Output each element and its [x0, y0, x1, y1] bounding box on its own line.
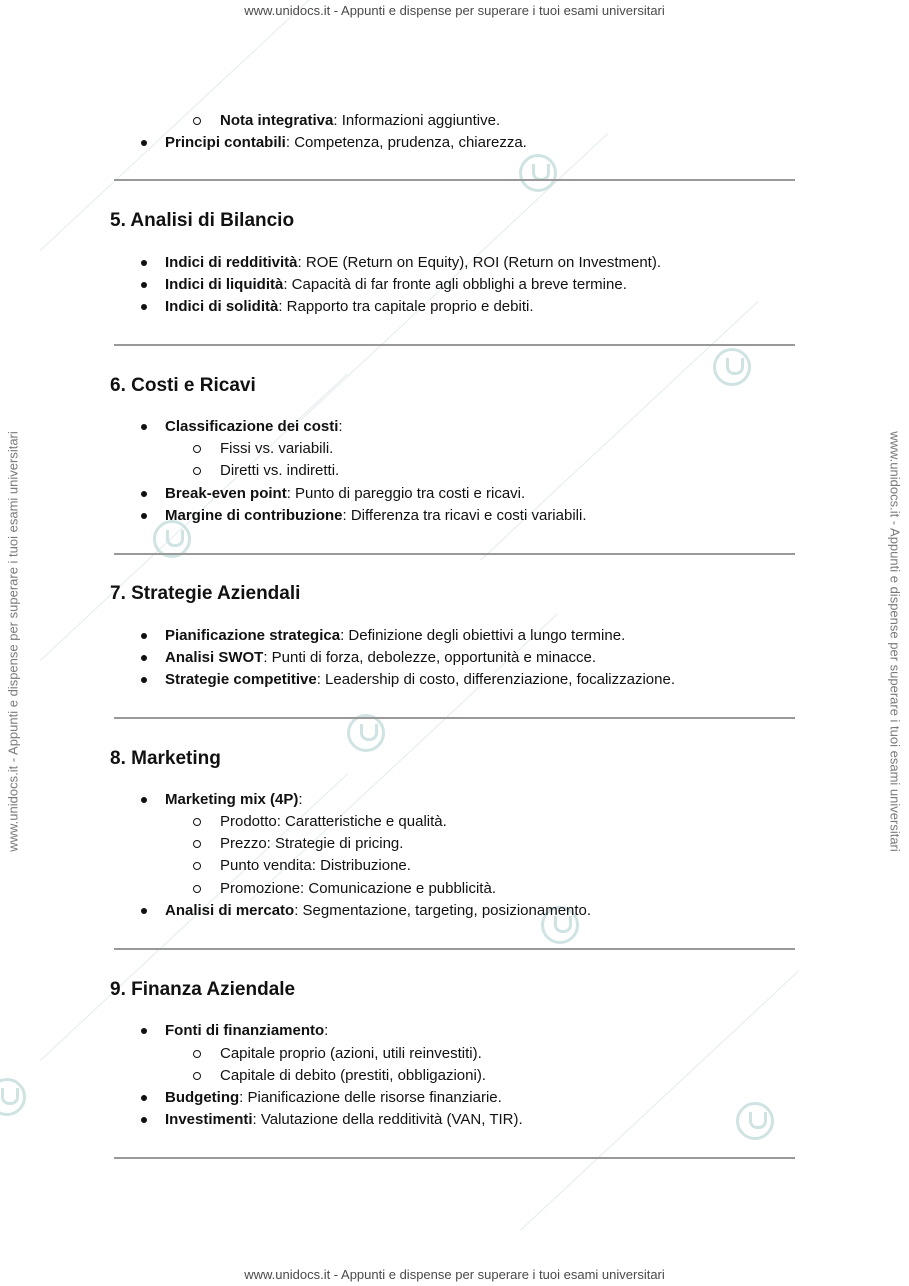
list-item-text: : Leadership di costo, differenziazione, focalizzazione.	[316, 671, 675, 688]
bullet-icon	[141, 908, 147, 914]
list-item-text: Prezzo: Strategie di pricing.	[220, 835, 404, 852]
watermark-logo-icon	[713, 348, 751, 386]
list-item	[165, 1089, 502, 1107]
hollow-bullet-icon	[193, 117, 201, 125]
list-item-term: Margine di contribuzione	[165, 507, 343, 524]
list-item-term: Strategie competitive	[165, 671, 317, 688]
sub-list-item	[220, 1067, 486, 1085]
section-heading: 6. Costi e Ricavi	[110, 375, 256, 396]
section-divider	[114, 717, 795, 719]
bullet-icon	[141, 491, 147, 497]
list-item	[165, 276, 627, 294]
list-item-term: Analisi SWOT	[165, 649, 264, 666]
list-item-text: : Differenza tra ricavi e costi variabili.	[342, 507, 587, 524]
hollow-bullet-icon	[193, 467, 201, 475]
list-item-term: Marketing mix (4P)	[165, 791, 299, 808]
list-item-term: Investimenti	[165, 1111, 253, 1128]
list-item-term: Pianificazione strategica	[165, 627, 341, 644]
list-item-term: Budgeting	[165, 1089, 240, 1106]
list-item-text: Promozione: Comunicazione e pubblicità.	[220, 880, 496, 897]
list-item-text: Capitale di debito (prestiti, obbligazioni).	[220, 1067, 486, 1084]
list-item-term: Nota integrativa	[220, 112, 334, 129]
bullet-icon	[141, 513, 147, 519]
bullet-icon	[141, 1095, 147, 1101]
list-item-text: : Pianificazione delle risorse finanziarie.	[239, 1089, 502, 1106]
list-item-term: Principi contabili	[165, 134, 286, 151]
sub-list-item	[220, 813, 447, 831]
section-divider	[114, 553, 795, 555]
list-item-text: : Rapporto tra capitale proprio e debiti.	[278, 298, 534, 315]
watermark-footer: www.unidocs.it - Appunti e dispense per superare i tuoi esami universitari	[244, 1267, 665, 1282]
section-divider	[114, 179, 795, 181]
list-item-text: :	[338, 418, 343, 435]
bullet-icon	[141, 282, 147, 288]
bullet-icon	[141, 633, 147, 639]
list-item	[165, 134, 527, 152]
list-item-term: Indici di solidità	[165, 298, 279, 315]
watermark-header: www.unidocs.it - Appunti e dispense per superare i tuoi esami universitari	[244, 3, 665, 18]
list-item-term: Analisi di mercato	[165, 902, 295, 919]
section-divider	[114, 1157, 795, 1159]
watermark-logo-icon	[347, 714, 385, 752]
bullet-icon	[141, 1117, 147, 1123]
sub-list-item	[220, 462, 339, 480]
sub-list-item	[220, 440, 333, 458]
watermark-logo-icon	[736, 1102, 774, 1140]
list-item	[165, 902, 591, 920]
bullet-icon	[141, 140, 147, 146]
hollow-bullet-icon	[193, 840, 201, 848]
list-item-text: Capitale proprio (azioni, utili reinvestiti).	[220, 1045, 482, 1062]
list-item	[165, 1022, 328, 1040]
list-item-text: : Valutazione della redditività (VAN, TIR).	[252, 1111, 523, 1128]
hollow-bullet-icon	[193, 1072, 201, 1080]
sub-list-item	[220, 835, 403, 853]
list-item	[165, 507, 587, 525]
list-item-text: Punto vendita: Distribuzione.	[220, 857, 411, 874]
list-item	[165, 298, 534, 316]
sub-list-item	[220, 857, 411, 875]
sub-list-item	[220, 1045, 482, 1063]
list-item-text: : ROE (Return on Equity), ROI (Return on Investment).	[297, 254, 661, 271]
list-item-text: :	[298, 791, 303, 808]
list-item	[165, 485, 525, 503]
watermark-side-right: www.unidocs.it - Appunti e dispense per superare i tuoi esami universitari	[887, 431, 903, 852]
bullet-icon	[141, 655, 147, 661]
list-item	[165, 1111, 523, 1129]
list-item-text: : Segmentazione, targeting, posizionamento.	[294, 902, 592, 919]
watermark-logo-icon	[0, 1078, 26, 1116]
list-item-term: Indici di liquidità	[165, 276, 284, 293]
bullet-icon	[141, 677, 147, 683]
section-heading: 8. Marketing	[110, 748, 221, 769]
list-item-text: : Definizione degli obiettivi a lungo termine.	[340, 627, 626, 644]
list-item	[165, 254, 661, 272]
hollow-bullet-icon	[193, 862, 201, 870]
list-item-term: Break-even point	[165, 485, 287, 502]
list-item	[165, 627, 625, 645]
list-item-text: Prodotto: Caratteristiche e qualità.	[220, 813, 447, 830]
list-item-term: Fonti di finanziamento	[165, 1022, 325, 1039]
list-item-term: Classificazione dei costi	[165, 418, 339, 435]
hollow-bullet-icon	[193, 445, 201, 453]
section-divider	[114, 948, 795, 950]
sub-list-item	[220, 880, 496, 898]
section-divider	[114, 344, 795, 346]
bullet-icon	[141, 797, 147, 803]
list-item-term: Indici di redditività	[165, 254, 298, 271]
list-item	[165, 791, 303, 809]
list-item	[165, 671, 675, 689]
hollow-bullet-icon	[193, 1050, 201, 1058]
bullet-icon	[141, 1028, 147, 1034]
watermark-side-left: www.unidocs.it - Appunti e dispense per superare i tuoi esami universitari	[5, 431, 21, 852]
list-item-text: : Capacità di far fronte agli obblighi a breve termine.	[283, 276, 627, 293]
list-item	[165, 649, 596, 667]
list-item-text: : Punto di pareggio tra costi e ricavi.	[286, 485, 526, 502]
section-heading: 7. Strategie Aziendali	[110, 583, 301, 604]
list-item-text: : Competenza, prudenza, chiarezza.	[285, 134, 527, 151]
list-item-text: : Punti di forza, debolezze, opportunità e minacce.	[263, 649, 597, 666]
bullet-icon	[141, 304, 147, 310]
watermark-logo-icon	[519, 154, 557, 192]
list-item-text: Fissi vs. variabili.	[220, 440, 334, 457]
list-item	[165, 418, 343, 436]
hollow-bullet-icon	[193, 818, 201, 826]
section-heading: 9. Finanza Aziendale	[110, 979, 296, 1000]
hollow-bullet-icon	[193, 885, 201, 893]
bullet-icon	[141, 260, 147, 266]
section-heading: 5. Analisi di Bilancio	[110, 210, 295, 231]
sub-list-item	[220, 112, 500, 130]
bullet-icon	[141, 424, 147, 430]
list-item-text: : Informazioni aggiuntive.	[333, 112, 501, 129]
list-item-text: Diretti vs. indiretti.	[220, 462, 340, 479]
list-item-text: :	[324, 1022, 329, 1039]
